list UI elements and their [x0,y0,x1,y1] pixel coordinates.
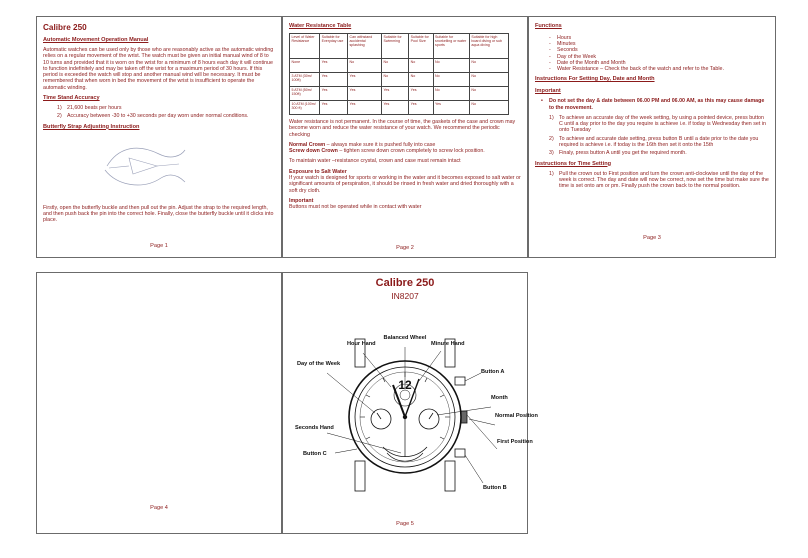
water-resistance-table [289,33,509,115]
label-hour-hand: Hour Hand [347,341,376,347]
list-item: - Day of the Week [535,54,769,60]
label-normal-position: Normal Position [495,413,538,419]
list-item: 1) To achieve an accurate day of the week setting, by using a pointed device, press button C until a day prior to the day you require is achieve i.e. if today is Wednesday then set in onto Tuesday [549,114,766,134]
strap-heading: Butterfly Strap Adjusting Instruction [43,123,140,130]
setting-heading: Instructions For Setting Day, Date and Month [535,76,655,83]
setting-steps [535,115,769,157]
list-item: 2) To achieve and accurate date setting, press button B until a date prior to the date you required is achieve i.e. if today is the 16th then set it onto the 15th [549,135,759,148]
lug-bottom-right [445,461,455,491]
diagram-title: Calibre 250 [375,277,435,289]
page-number: Page 3 [643,235,661,241]
table-header: Can withstand accidental splashing [348,34,382,59]
page-title: Calibre 250 [43,23,87,32]
label-button-c: Button C [303,451,327,457]
table-header-row [290,34,509,59]
table-header: Suitable for snorkelling or water sports [433,34,469,59]
table-row: None Yes No No No No No [290,59,509,73]
time-steps [535,171,769,190]
page-number: Page 2 [396,245,414,251]
table-row: 5 ATM (50m/ 150ft) Yes Yes Yes Yes No No [290,87,509,101]
time-heading: Instructions for Time Setting [535,160,612,167]
lug-bottom-left [355,461,365,491]
label-first-position: First Position [497,439,533,445]
important-text: Buttons must not be operated while in contact with water [289,204,422,211]
label-month: Month [491,395,508,401]
accuracy-list [43,105,275,120]
crown-info: Normal Crown – always make sure it is pushed fully into case Screw down Crown – tighten screw down crown completely to screw lock position. [289,141,485,155]
model-number: IN8207 [391,291,419,301]
list-item: - Water Resistance – Check the back of the watch and refer to the Table. [535,66,769,72]
label-balanced-wheel: Balanced Wheel [383,335,427,341]
table-header: Suitable for Everyday use [320,34,348,59]
auto-heading: Automatic Movement Operation Manual [43,37,149,43]
label-button-b: Button B [483,485,507,491]
important-heading: Important [289,197,314,204]
page-4 [36,272,282,534]
table-row: 3 ATM (30m/ 100ft) Yes Yes No No No No [290,73,509,87]
important-heading: Important [535,88,561,95]
list-item: 1) 21,600 beats per hours [57,105,122,112]
list-item: 1) Pull the crown out to First position and turn the crown anti-clockwise until the day of the week is correct. The day and date will now be correct, now set the time but make sure the time is set onto am or pm. Finally push the crown back to the normal position. [549,170,769,190]
butterfly-strap-sketch [99,136,189,194]
page-1 [36,16,282,258]
wr-text: Water resistance is not permanent. In the course of time, the gaskets of the case and crown may become worn and reduce the water resistance of your watch. We recommend the periodic checking [289,119,516,138]
table-heading: Water Resistance Table [289,23,352,29]
page-2 [282,16,528,258]
table-header: Level of Water Resistance [290,34,320,59]
list-item: - Minutes [535,41,769,47]
table-header: Suitable for Pool Size [409,34,433,59]
list-item: 3) Finaly, press button A until you get the required month. [549,150,687,157]
warning-text: • Do not set the day & date between 06.00 PM and 06.00 AM, as this may cause damage to the movement. [541,98,765,111]
list-item: - Hours [535,35,769,41]
button-a-shape [455,377,465,385]
strap-text: Firstly, open the butterfly buckle and then pull out the pin. Adjust the strap to the required length, and then push back the pin into the correct hole. Finally, close the butterfly buckle until it clicks into place. [43,204,274,224]
dial-number: 12 [398,378,412,392]
list-item: 2) Accuracy between -30 to +30 seconds per day worn under normal conditions. [57,113,249,120]
salt-heading: Exposure to Salt Water [289,168,347,175]
maintain-text: To maintain water –resistance crystal, crown and case must remain intact [289,158,461,165]
label-seconds-hand: Seconds Hand [295,425,334,431]
table-row: 10 ATM (100m/ 300 ft) Yes Yes Yes Yes Yes No [290,101,509,115]
page-number: Page 1 [150,243,168,249]
page-3 [528,16,776,258]
auto-text: Automatic watches can be used only by those who are reasonably active as the automatic winding relies on a regular movement of the wrist. The watch must be given an initial manual wind of 8 to 10 turns and provided that it is worn on the wrist for a minimum of 8 hours each day it will continue to function indefinitely and may be taken off the wrist for a maximum period of 30 hours. If this period is exceeded the watch will stop and another manual wind will be necessary. It must be remembered that when worn in bed the movement of the wrist is insufficient to operate the automatic winding. [43,47,274,91]
table-header: Suitable for Swimming [381,34,408,59]
list-item: - Seconds [535,47,769,53]
label-button-a: Button A [481,369,505,375]
functions-list [535,35,769,72]
table-header: Suitable for high board diving or sub aqua diving [469,34,508,59]
watch-diagram [283,303,538,525]
page-number: Page 4 [150,505,168,511]
label-minute-hand: Minute Hand [431,341,465,347]
label-day-of-week: Day of the Week [297,361,341,367]
list-item: - Date of the Month and Month [535,60,769,66]
page-number: Page 5 [396,521,414,527]
bullet-icon: • [541,98,543,105]
page-5 [282,272,538,534]
functions-heading: Functions [535,23,562,29]
salt-text: If your watch is designed for sports or working in the water and it becomes exposed to salt water or significant amounts of perspiration, it should be rinsed in fresh water and dried thoroughly with a soft dry cloth. [289,175,521,194]
accuracy-heading: Time Stand Accuracy [43,95,100,102]
button-b-shape [455,449,465,457]
